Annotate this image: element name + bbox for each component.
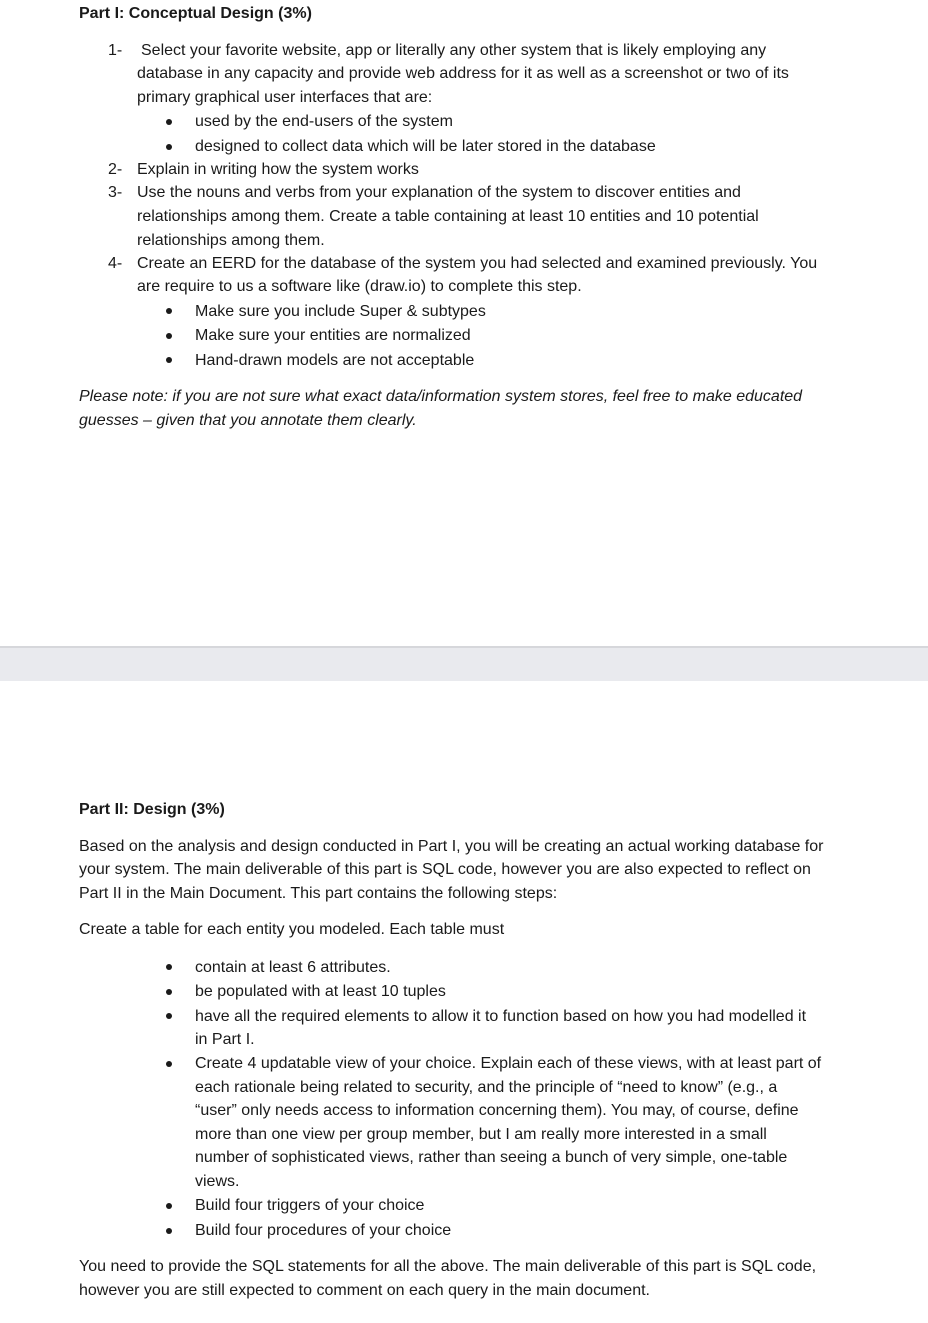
item-text-line: relationships among them. Create a table containing at least 10 entities and 10 potential xyxy=(137,208,759,225)
item-number: 2- xyxy=(108,161,123,178)
item-text-line: Create an EERD for the database of the system you had selected and examined previously. You xyxy=(137,255,818,272)
item-text-line: Use the nouns and verbs from your explanation of the system to discover entities and xyxy=(137,184,741,201)
bullet-text: have all the required elements to allow it to function based on how you had modelled it xyxy=(195,1008,807,1025)
bullet-dot xyxy=(166,989,172,995)
item-number: 1- xyxy=(108,42,123,59)
item-text-line: Select your favorite website, app or literally any other system that is likely employing any xyxy=(141,42,767,59)
bullet-text: “user” only needs access to information concerning them). You may, of course, define xyxy=(195,1102,799,1119)
note-line: Please note: if you are not sure what exact data/information system stores, feel free to make educated xyxy=(79,388,803,405)
bullet-text: designed to collect data which will be later stored in the database xyxy=(195,138,656,155)
item-text-line: relationships among them. xyxy=(137,232,325,249)
bullet-text: Build four triggers of your choice xyxy=(195,1197,425,1214)
bullet-text: in Part I. xyxy=(195,1031,255,1048)
bullet-dot xyxy=(166,1013,172,1019)
bullet-text: number of sophisticated views, rather than seeing a bunch of very simple, one-table xyxy=(195,1149,788,1166)
intro-line: Part II in the Main Document. This part contains the following steps: xyxy=(79,885,558,902)
bullet-text: Make sure you include Super & subtypes xyxy=(195,303,486,320)
bullet-dot xyxy=(166,1061,172,1067)
bullet-text: contain at least 6 attributes. xyxy=(195,959,391,976)
document-page-1 xyxy=(0,0,928,646)
intro-line: Based on the analysis and design conducted in Part I, you will be creating an actual working database for xyxy=(79,838,824,855)
item-text-line: are require to us a software like (draw.io) to complete this step. xyxy=(137,278,582,295)
bullet-dot xyxy=(166,119,172,125)
bullet-dot xyxy=(166,1228,172,1234)
bullet-text: Make sure your entities are normalized xyxy=(195,327,471,344)
bullet-text: Build four procedures of your choice xyxy=(195,1222,452,1239)
bullet-dot xyxy=(166,308,172,314)
bullet-dot xyxy=(166,964,172,970)
bullet-text: Hand-drawn models are not acceptable xyxy=(195,352,475,369)
item-text-line: Explain in writing how the system works xyxy=(137,161,419,178)
bullet-text: Create 4 updatable view of your choice. Explain each of these views, with at least part of xyxy=(195,1055,822,1072)
bullet-text: be populated with at least 10 tuples xyxy=(195,983,446,1000)
note-line: guesses – given that you annotate them clearly. xyxy=(79,412,417,429)
item-text-line: database in any capacity and provide web address for it as well as a screenshot or two of its xyxy=(137,65,789,82)
table-instruction: Create a table for each entity you modeled. Each table must xyxy=(79,921,505,938)
bullet-text: views. xyxy=(195,1173,240,1190)
closing-line: You need to provide the SQL statements for all the above. The main deliverable of this part is SQL code, xyxy=(79,1258,817,1275)
part2-heading: Part II: Design (3%) xyxy=(79,801,225,818)
item-number: 4- xyxy=(108,255,123,272)
document-page-2 xyxy=(0,681,928,1323)
bullet-text: used by the end-users of the system xyxy=(195,113,453,130)
intro-line: your system. The main deliverable of this part is SQL code, however you are also expected to reflect on xyxy=(79,861,811,878)
bullet-dot xyxy=(166,357,172,363)
closing-line: however you are still expected to comment on each query in the main document. xyxy=(79,1282,650,1299)
item-text-line: primary graphical user interfaces that are: xyxy=(137,89,433,106)
item-number: 3- xyxy=(108,184,123,201)
part1-heading: Part I: Conceptual Design (3%) xyxy=(79,5,312,22)
bullet-text: more than one view per group member, but I am really more interested in a small xyxy=(195,1126,767,1143)
bullet-dot xyxy=(166,333,172,339)
bullet-dot xyxy=(166,1203,172,1209)
bullet-text: each rationale being related to security, and the principle of “need to know” (e.g., a xyxy=(195,1079,778,1096)
page-separator xyxy=(0,646,928,681)
bullet-dot xyxy=(166,144,172,150)
